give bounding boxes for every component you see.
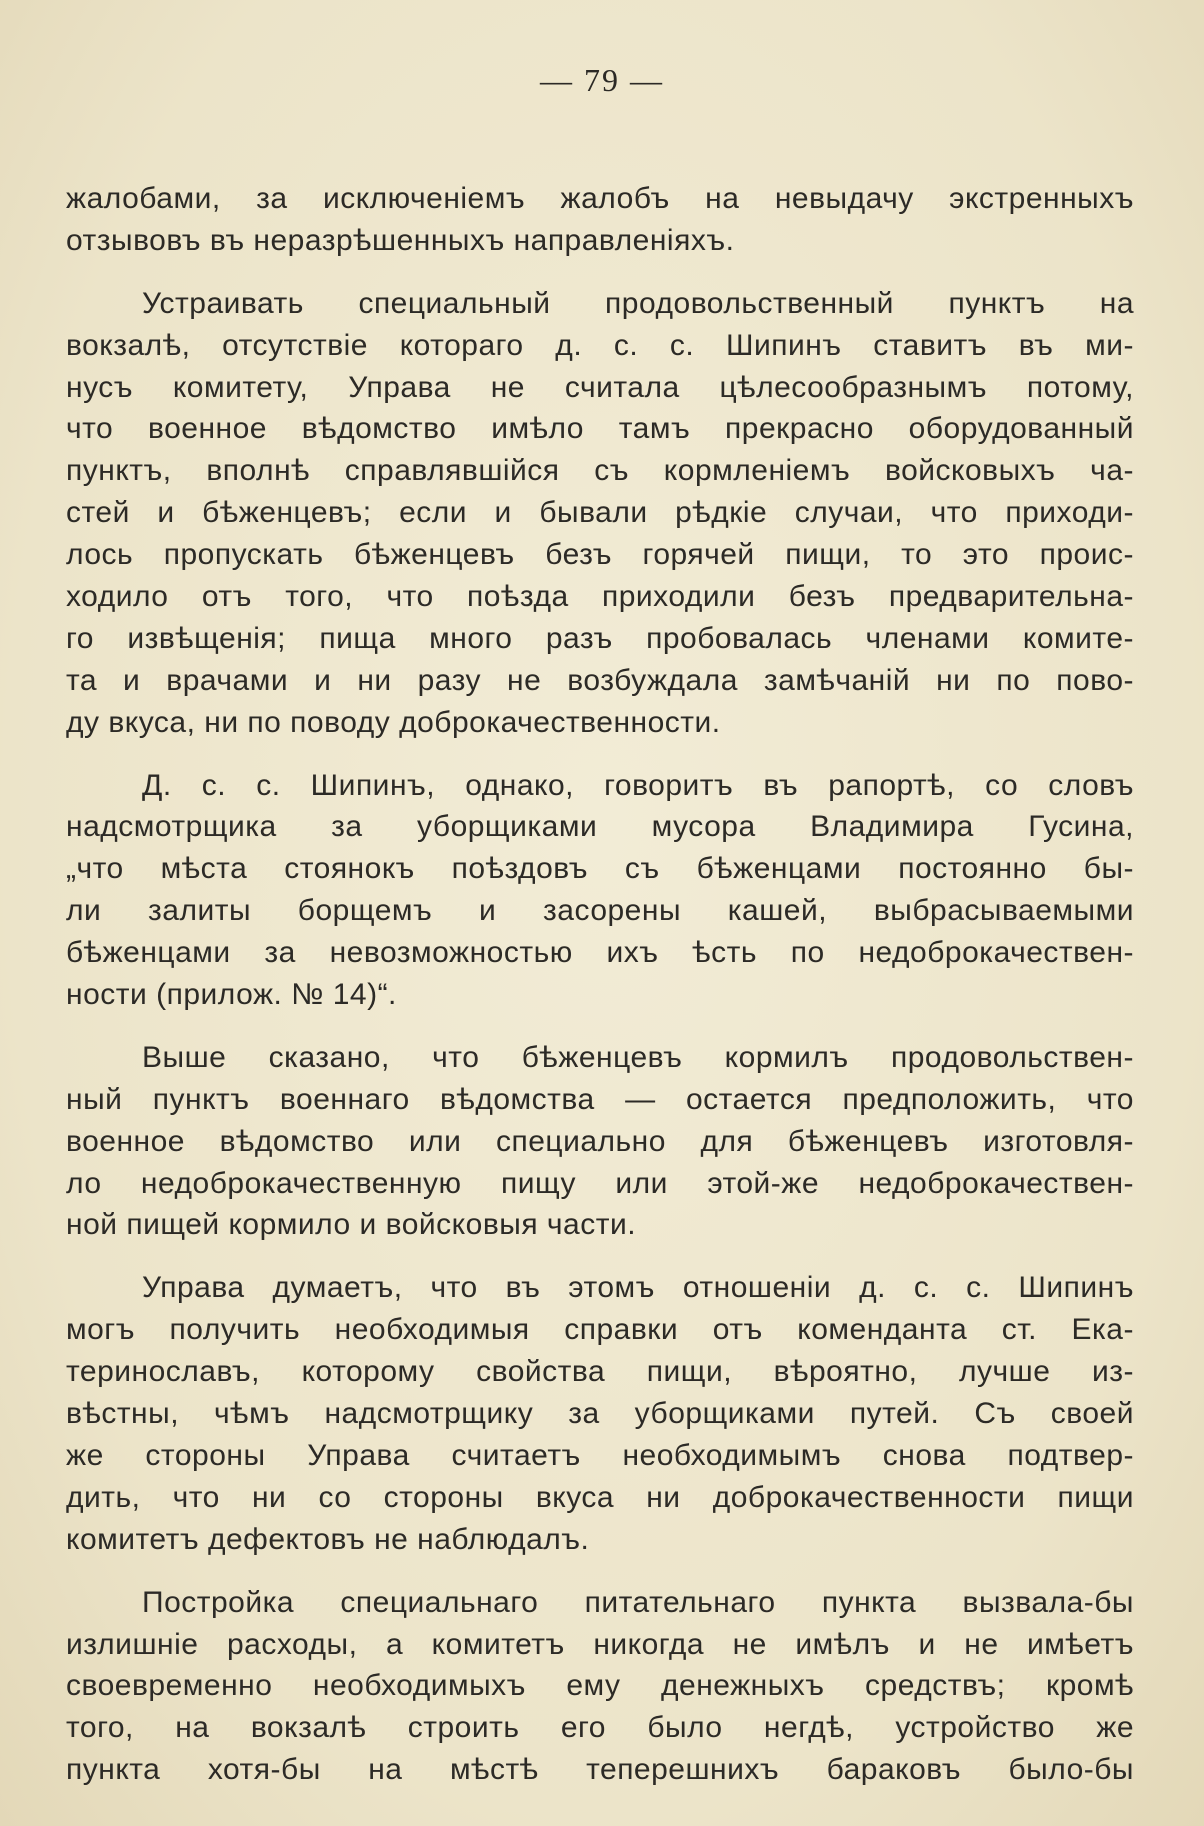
text-line: ный пунктъ военнаго вѣдомства — остается предположить, что <box>66 1082 1134 1116</box>
text-line: военное вѣдомство или специально для бѣженцевъ изготовля- <box>66 1124 1134 1158</box>
text-line: жалобами, за исключеніемъ жалобъ на невыдачу экстренныхъ <box>66 182 1134 215</box>
text-line: комитетъ дефектовъ не наблюдалъ. <box>66 1522 590 1556</box>
text-line: дить, что ни со стороны вкуса ни доброкачественности пищи <box>66 1480 1134 1514</box>
text-line: ной пищей кормило и войсковыя части. <box>66 1208 637 1242</box>
text-line: пункта хотя-бы на мѣстѣ теперешнихъ бараковъ было-бы <box>66 1753 1134 1787</box>
text-line: же стороны Управа считаетъ необходимымъ снова подтвер- <box>66 1438 1134 1472</box>
paragraph <box>66 765 1134 1016</box>
paragraph <box>66 178 1134 262</box>
text-line: ло недоброкачественную пищу или этой-же недоброкачествен- <box>66 1166 1134 1200</box>
text-line: своевременно необходимыхъ ему денежныхъ средствъ; кромѣ <box>66 1669 1134 1703</box>
text-line: стей и бѣженцевъ; если и бывали рѣдкіе случаи, что приходи- <box>66 496 1134 530</box>
text-line: ли залиты борщемъ и засорены кашей, выбрасываемыми <box>66 894 1134 928</box>
text-line: ходило отъ того, что поѣзда приходили безъ предварительна- <box>66 580 1134 614</box>
paragraph <box>66 1037 1134 1246</box>
text-line: Постройка специальнаго питательнаго пункта вызвала-бы <box>142 1585 1134 1619</box>
text-line: бѣженцами за невозможностью ихъ ѣсть по недоброкачествен- <box>66 936 1134 970</box>
text-line: что военное вѣдомство имѣло тамъ прекрасно оборудованный <box>66 412 1134 446</box>
text-body <box>66 178 1134 1791</box>
text-line: излишніе расходы, а комитетъ никогда не имѣлъ и не имѣетъ <box>66 1627 1134 1661</box>
text-line: Выше сказано, что бѣженцевъ кормилъ продовольствен- <box>142 1040 1134 1074</box>
text-line: надсмотрщика за уборщиками мусора Владимира Гусина, <box>66 810 1134 844</box>
text-line: могъ получить необходимыя справки отъ коменданта ст. Ека- <box>66 1313 1134 1347</box>
text-line: го извѣщенія; пища много разъ пробовалась членами комите- <box>66 621 1134 655</box>
paragraph <box>66 283 1134 744</box>
text-line: пунктъ, вполнѣ справлявшійся съ кормленіемъ войсковыхъ ча- <box>66 454 1134 488</box>
text-line: ности (прилож. № 14)“. <box>66 978 397 1012</box>
text-line: „что мѣста стоянокъ поѣздовъ съ бѣженцами постоянно бы- <box>66 852 1134 886</box>
page-number: — 79 — <box>540 62 664 98</box>
paragraph <box>66 1582 1134 1791</box>
text-line: отзывовъ въ неразрѣшенныхъ направленіяхъ. <box>66 223 735 257</box>
text-line: лось пропускать бѣженцевъ безъ горячей пищи, то это проис- <box>66 538 1134 572</box>
text-line: ду вкуса, ни по поводу доброкачественности. <box>66 705 721 739</box>
text-line: вѣстны, чѣмъ надсмотрщику за уборщиками путей. Съ своей <box>66 1397 1134 1431</box>
text-line: того, на вокзалѣ строить его было негдѣ, устройство же <box>66 1711 1134 1745</box>
text-line: нусъ комитету, Управа не считала цѣлесообразнымъ потому, <box>66 370 1134 404</box>
text-line: Д. с. с. Шипинъ, однако, говоритъ въ рапортѣ, со словъ <box>142 768 1134 802</box>
text-line: та и врачами и ни разу не возбуждала замѣчаній ни по пово- <box>66 663 1134 697</box>
text-line: теринославъ, которому свойства пищи, вѣроятно, лучше из- <box>66 1355 1134 1389</box>
text-line: Управа думаетъ, что въ этомъ отношеніи д. с. с. Шипинъ <box>142 1271 1134 1305</box>
text-line: вокзалѣ, отсутствіе котораго д. с. с. Шипинъ ставитъ въ ми- <box>66 328 1134 362</box>
text-line: Устраивать специальный продовольственный пунктъ на <box>142 286 1134 320</box>
paragraph <box>66 1267 1134 1560</box>
